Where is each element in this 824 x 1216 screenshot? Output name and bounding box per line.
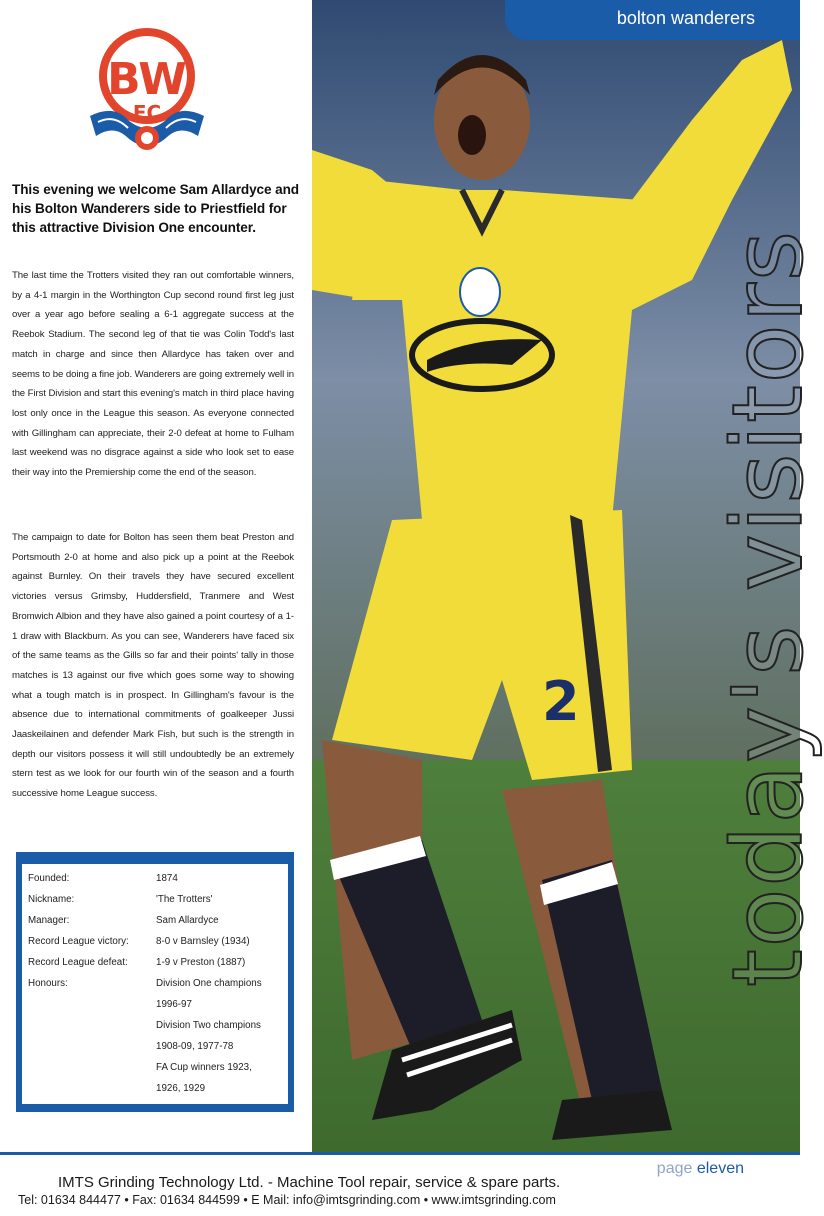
bolton-crest-logo — [84, 24, 210, 158]
fact-label: Honours: — [28, 978, 68, 989]
honours-line: Division One champions — [156, 978, 262, 989]
advert-line-1: IMTS Grinding Technology Ltd. - Machine Tool repair, service & spare parts. — [58, 1174, 561, 1191]
shirt-number: 2 — [542, 670, 580, 733]
honours-line: 1926, 1929 — [156, 1083, 206, 1094]
honours-line: Division Two champions — [156, 1020, 261, 1031]
fact-label: Nickname: — [28, 894, 75, 905]
honours-line: FA Cup winners 1923, — [156, 1062, 252, 1073]
club-facts-box — [16, 852, 294, 1112]
player-photo — [312, 0, 824, 1152]
advert-contact-line: Tel: 01634 844477 • Fax: 01634 844599 • E Mail: info@imtsgrinding.com • www.imtsgrinding.com — [18, 1193, 556, 1207]
fact-value-honours — [156, 973, 286, 1099]
honours-line: 1908-09, 1977-78 — [156, 1041, 234, 1052]
page-number-word: eleven — [696, 1160, 744, 1177]
logo-letters-top: BW — [107, 54, 187, 105]
advert-footer — [0, 1155, 800, 1216]
page-word: page — [656, 1160, 693, 1177]
side-title-text: today's visitors — [712, 229, 824, 987]
fact-label: Founded: — [28, 873, 70, 884]
body-paragraph-1: The last time the Trotters visited they ran out comfortable winners, by a 4-1 margin in the Worthington Cup second round first leg just over a year ago before sealing a 6-1 aggregate success at the Reebok Stadium. The second leg of that tie was Colin Todd's last match in charge and since then Allardyce has taken over and seems to be doing a fine job. Wanderers are going extremely well in the First Division and start this evening's match in third place having lost only once in the League this season. As everyone connected with Gillingham can appreciate, their 2-0 defeat at home to Fulham last weekend was no disgrace against a side who look set to ease their way into the Premiership come the end of the season. — [12, 270, 294, 479]
fact-value: 8-0 v Barnsley (1934) — [156, 936, 250, 947]
intro-text: This evening we welcome Sam Allardyce and his Bolton Wanderers side to Priestfield for this attractive Division One encounter. — [12, 182, 300, 235]
header-tag-text: bolton wanderers — [616, 8, 755, 28]
article-column — [0, 0, 312, 1160]
fact-value: 'The Trotters' — [156, 894, 213, 905]
fact-value: 1-9 v Preston (1887) — [156, 957, 246, 968]
header-team-tag — [505, 0, 800, 40]
logo-letters-bottom: FC — [132, 101, 162, 125]
page-number — [657, 1160, 744, 1178]
honours-line: 1996-97 — [156, 999, 192, 1010]
body-paragraph-2: The campaign to date for Bolton has seen them beat Preston and Portsmouth 2-0 at home and also pick up a point at the Reebok against Burnley. On their travels they have secured excellent victories versus Grimsby, Huddersfield, Tranmere and West Bromwich Albion and they have also gained a point courtesy of a 1-1 draw with Blackburn. As you can see, Wanderers have faced six of the same teams as the Gills so far and their points' tally in those matches is 13 against our five which goes some way to showing what a tough match is in prospect. In Gillingham's favour is the absence due to international commitments of goalkeeper Jussi Jaaskeilainen and defender Mark Fish, but such is the strength in depth our visitors possess it will still undoubtedly be an extremely stern test as we look for our fourth win of the season and a fourth successive home League success. — [12, 532, 294, 800]
fact-label: Record League defeat: — [28, 957, 128, 968]
fact-label: Manager: — [28, 915, 70, 926]
fact-label: Record League victory: — [28, 936, 129, 947]
club-facts-panel — [22, 864, 288, 1104]
fact-value: 1874 — [156, 873, 178, 884]
fact-value: Sam Allardyce — [156, 915, 219, 926]
